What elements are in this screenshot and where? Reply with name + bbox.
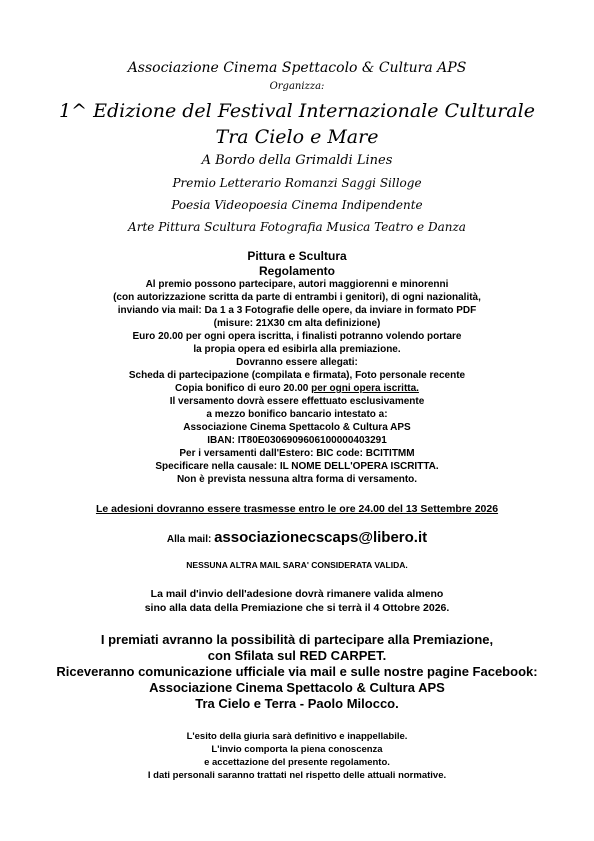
festival-subtitle: Tra Cielo e Mare (215, 126, 379, 148)
validity-line: La mail d'invio dell'adesione dovrà rimanere valida almeno (150, 588, 444, 600)
rule-line: Associazione Cinema Spettacolo & Cultura APS (183, 422, 411, 433)
rule-text: Copia bonifico di euro 20.00 (175, 383, 312, 394)
award-line: Associazione Cinema Spettacolo & Cultura APS (149, 680, 445, 695)
rule-line: Il versamento dovrà essere effettuato esclusivamente (169, 396, 425, 407)
footer-line: e accettazione del presente regolamento. (204, 757, 390, 768)
rule-line: Euro 20.00 per ogni opera iscritta, i finalisti potranno volendo portare (132, 331, 462, 342)
footer-line: L'esito della giuria sarà definitivo e inappellabile. (186, 731, 408, 742)
rule-line: a mezzo bonifico bancario intestato a: (206, 409, 388, 420)
rule-line: Specificare nella causale: IL NOME DELL'OPERA ISCRITTA. (155, 461, 439, 472)
rule-line: (misure: 21X30 cm alta definizione) (213, 318, 381, 329)
organizza-label: Organizza: (269, 81, 325, 92)
on-board-line: A Bordo della Grimaldi Lines (201, 153, 393, 168)
rule-underlined-text: per ogni opera iscritta. (311, 383, 419, 394)
section-title: Pittura e Scultura (247, 249, 347, 263)
award-line: I premiati avranno la possibilità di partecipare alla Premiazione, (100, 632, 494, 647)
award-line: Riceveranno comunicazione ufficiale via mail e sulle nostre pagine Facebook: (56, 664, 538, 679)
no-other-mail-notice: NESSUNA ALTRA MAIL SARA' CONSIDERATA VALIDA. (186, 560, 408, 570)
rule-line: inviando via mail: Da 1 a 3 Fotografie delle opere, da inviare in formato PDF (117, 305, 477, 316)
rule-line: Non è prevista nessuna altra forma di versamento. (176, 474, 418, 485)
mail-label: Alla mail: (166, 534, 215, 545)
award-line: con Sfilata sul RED CARPET. (207, 648, 387, 663)
mail-address: associazionecscaps@libero.it (214, 529, 428, 546)
association-name: Associazione Cinema Spettacolo & Cultura APS (127, 60, 467, 76)
bic-line: Per i versamenti dall'Estero: BIC code: BCITITMM (179, 448, 415, 459)
section-subtitle: Regolamento (258, 264, 335, 278)
rule-line: la propia opera ed esibirla alla premiazione. (193, 344, 401, 355)
premio-category-line: Premio Letterario Romanzi Saggi Silloge (172, 176, 422, 190)
award-line: Tra Cielo e Terra - Paolo Milocco. (195, 696, 399, 711)
rule-line (0, 383, 594, 394)
iban-line: IBAN: IT80E0306909606100000403291 (207, 435, 387, 446)
deadline-notice: Le adesioni dovranno essere trasmesse entro le ore 24.00 del 13 Settembre 2026 (95, 503, 499, 515)
premio-category-line: Poesia Videopoesia Cinema Indipendente (171, 198, 423, 212)
festival-edition-title: 1^ Edizione del Festival Internazionale Culturale (59, 100, 535, 122)
rule-line: (con autorizzazione scritta da parte di entrambi i genitori), di ogni nazionalità, (113, 292, 481, 303)
footer-line: L'invio comporta la piena conoscenza (211, 744, 383, 755)
mail-line (0, 529, 594, 547)
validity-line: sino alla data della Premiazione che si terrà il 4 Ottobre 2026. (144, 602, 450, 614)
rule-line: Scheda di partecipazione (compilata e firmata), Foto personale recente (128, 370, 466, 381)
rule-line: Dovranno essere allegati: (236, 357, 358, 368)
rule-line: Al premio possono partecipare, autori maggiorenni e minorenni (145, 279, 449, 290)
footer-line: I dati personali saranno trattati nel rispetto delle attuali normative. (147, 770, 447, 781)
premio-category-line: Arte Pittura Scultura Fotografia Musica Teatro e Danza (128, 220, 466, 234)
